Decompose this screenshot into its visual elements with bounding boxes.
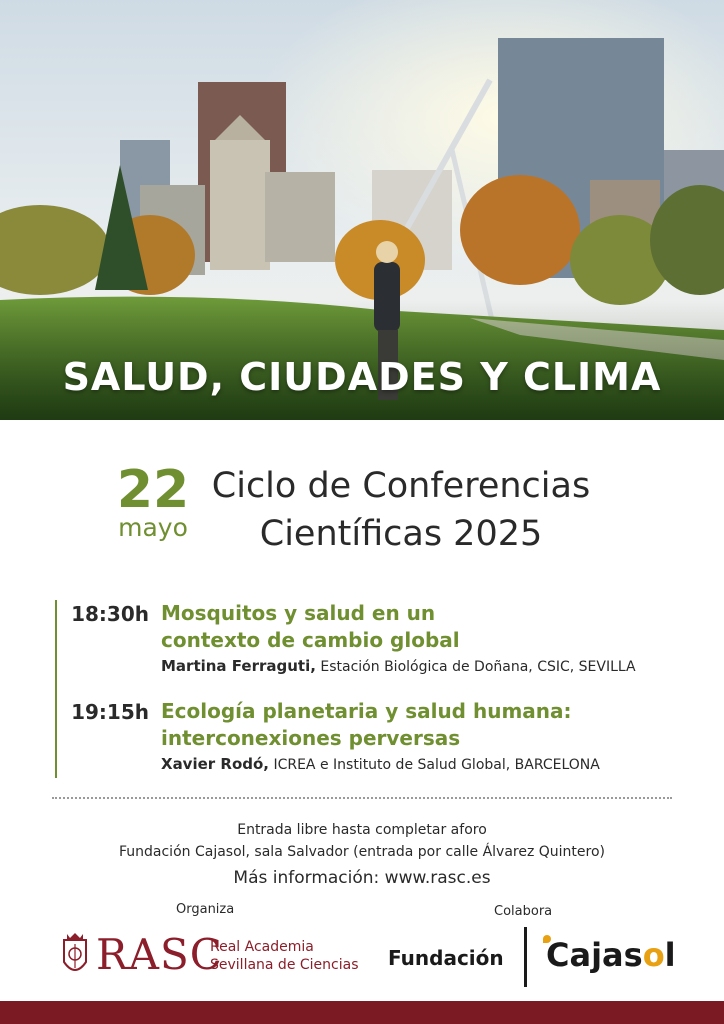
talk-title-line2: contexto de cambio global [161,628,460,652]
rasc-fullname-line2: Sevillana de Ciencias [210,957,359,973]
series-title-line1: Ciclo de Conferencias [211,466,591,506]
hero-banner [0,0,724,420]
speaker-name: Xavier Rodó, [161,755,269,773]
event-date [108,462,198,542]
speaker-name: Martina Ferraguti, [161,657,316,675]
rasc-acronym: RASC [96,930,223,979]
rasc-logo[interactable] [58,928,368,988]
date-day: 22 [116,460,190,520]
talk-time: 18:30h [71,602,149,626]
rasc-fullname-line1: Real Academia [210,939,314,955]
program-list [55,600,697,778]
more-info-link[interactable]: Más información: www.rasc.es [233,868,491,888]
date-month: mayo [118,513,188,542]
talk-time: 19:15h [71,700,149,724]
speaker-affiliation: Estación Biológica de Doñana, CSIC, SEVILLA [315,659,636,675]
bottom-color-band [0,1001,724,1024]
entry-info: Entrada libre hasta completar aforo [237,822,487,838]
cajasol-logo[interactable] [546,936,676,974]
rasc-crest-icon [58,932,92,982]
talk-title [161,698,691,752]
colabora-label: Colabora [494,904,553,919]
series-title [196,462,606,558]
fundacion-wordmark: Fundación [388,946,504,970]
series-title-line2: Científicas 2025 [259,514,543,554]
talk-title-line1: Ecología planetaria y salud humana: [161,699,572,723]
cajasol-main: Cajas [546,936,643,974]
event-title: SALUD, CIUDADES Y CLIMA [62,355,662,399]
organiza-label: Organiza [176,902,235,917]
talk-speaker [161,657,701,675]
talk-title [161,600,691,654]
talk-speaker [161,755,701,773]
rasc-fullname [210,938,359,974]
talk-title-line2: interconexiones perversas [161,726,461,750]
dotted-divider [52,797,672,799]
cajasol-end: l [664,936,676,974]
speaker-affiliation: ICREA e Instituto de Salud Global, BARCELONA [269,757,600,773]
venue-info: Fundación Cajasol, sala Salvador (entrada por calle Álvarez Quintero) [118,844,605,860]
logo-divider-bar [524,927,527,987]
cajasol-o: o [642,936,665,974]
talk-title-line1: Mosquitos y salud en un [161,601,436,625]
